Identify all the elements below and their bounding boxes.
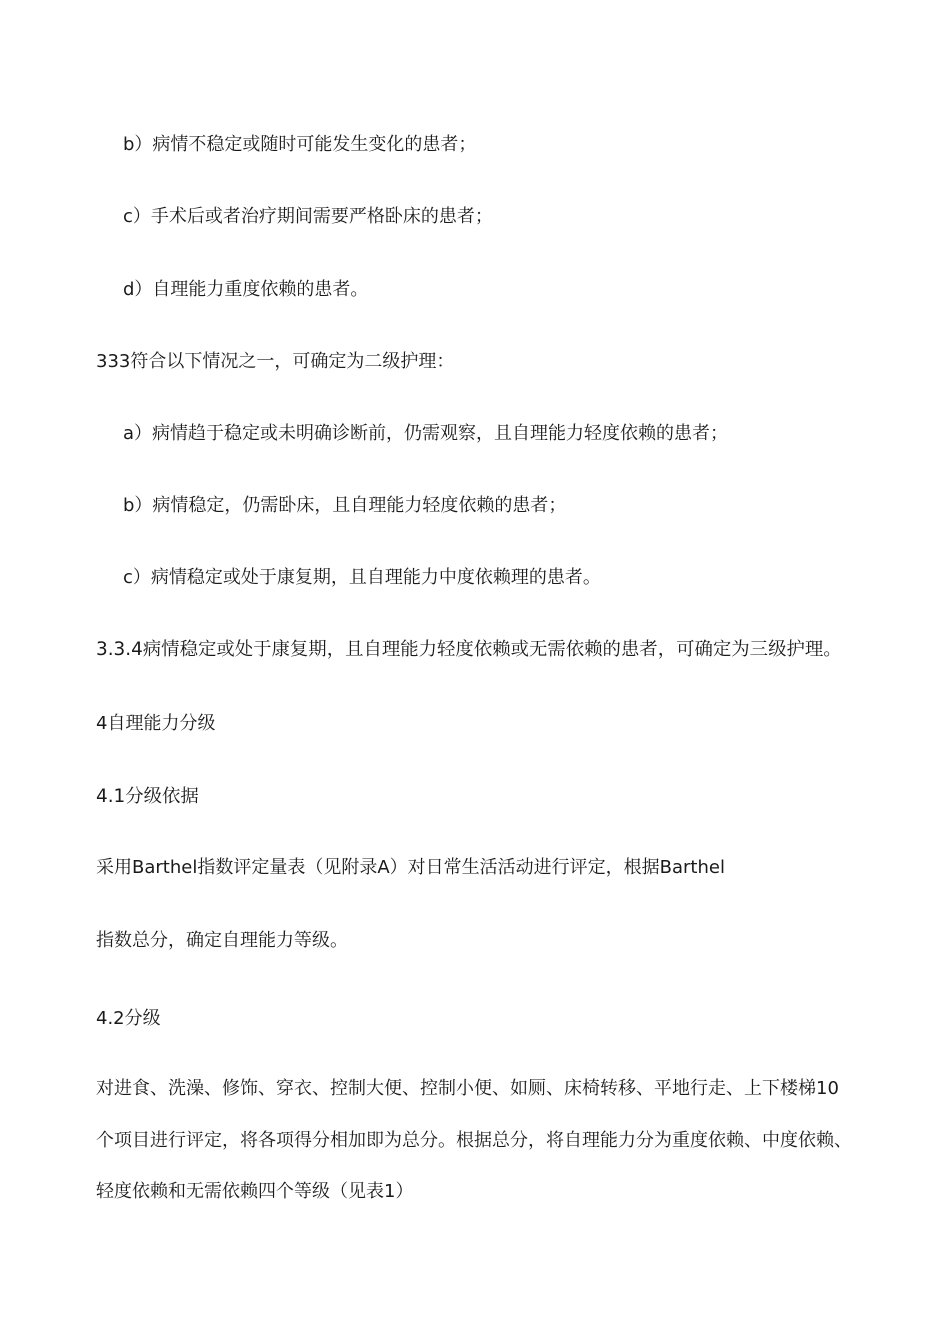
section-41-heading: 4.1分级依据: [96, 786, 199, 807]
section-333-heading: 333符合以下情况之一，可确定为二级护理：: [96, 351, 455, 372]
paragraph-item-a-stabilizing: a）病情趋于稳定或未明确诊断前，仍需观察，且自理能力轻度依赖的患者；: [123, 423, 729, 444]
paragraph-barthel-line-2: 指数总分，确定自理能力等级。: [96, 930, 348, 951]
section-4-heading: 4自理能力分级: [96, 713, 216, 734]
paragraph-item-c-bedrest: c）手术后或者治疗期间需要严格卧床的患者；: [123, 206, 493, 227]
paragraph-items-line-3: 轻度依赖和无需依赖四个等级（见表1）: [96, 1181, 414, 1202]
paragraph-item-d-severe: d）自理能力重度依赖的患者。: [123, 279, 369, 300]
paragraph-items-line-1: 对进食、洗澡、修饰、穿衣、控制大便、控制小便、如厕、床椅转移、平地行走、上下楼梯10: [96, 1078, 839, 1099]
section-42-heading: 4.2分级: [96, 1008, 161, 1029]
paragraph-item-c-recovery: c）病情稳定或处于康复期，且自理能力中度依赖理的患者。: [123, 567, 601, 588]
paragraph-item-b-unstable: b）病情不稳定或随时可能发生变化的患者；: [123, 134, 477, 155]
section-334-paragraph: 3.3.4病情稳定或处于康复期，且自理能力轻度依赖或无需依赖的患者，可确定为三级护理。: [96, 639, 842, 660]
paragraph-item-b-stable: b）病情稳定，仍需卧床，且自理能力轻度依赖的患者；: [123, 495, 567, 516]
paragraph-items-line-2: 个项目进行评定，将各项得分相加即为总分。根据总分，将自理能力分为重度依赖、中度依赖、: [96, 1130, 852, 1151]
paragraph-barthel-line-1: 采用Barthel指数评定量表（见附录A）对日常生活活动进行评定，根据Barthel: [96, 857, 725, 878]
